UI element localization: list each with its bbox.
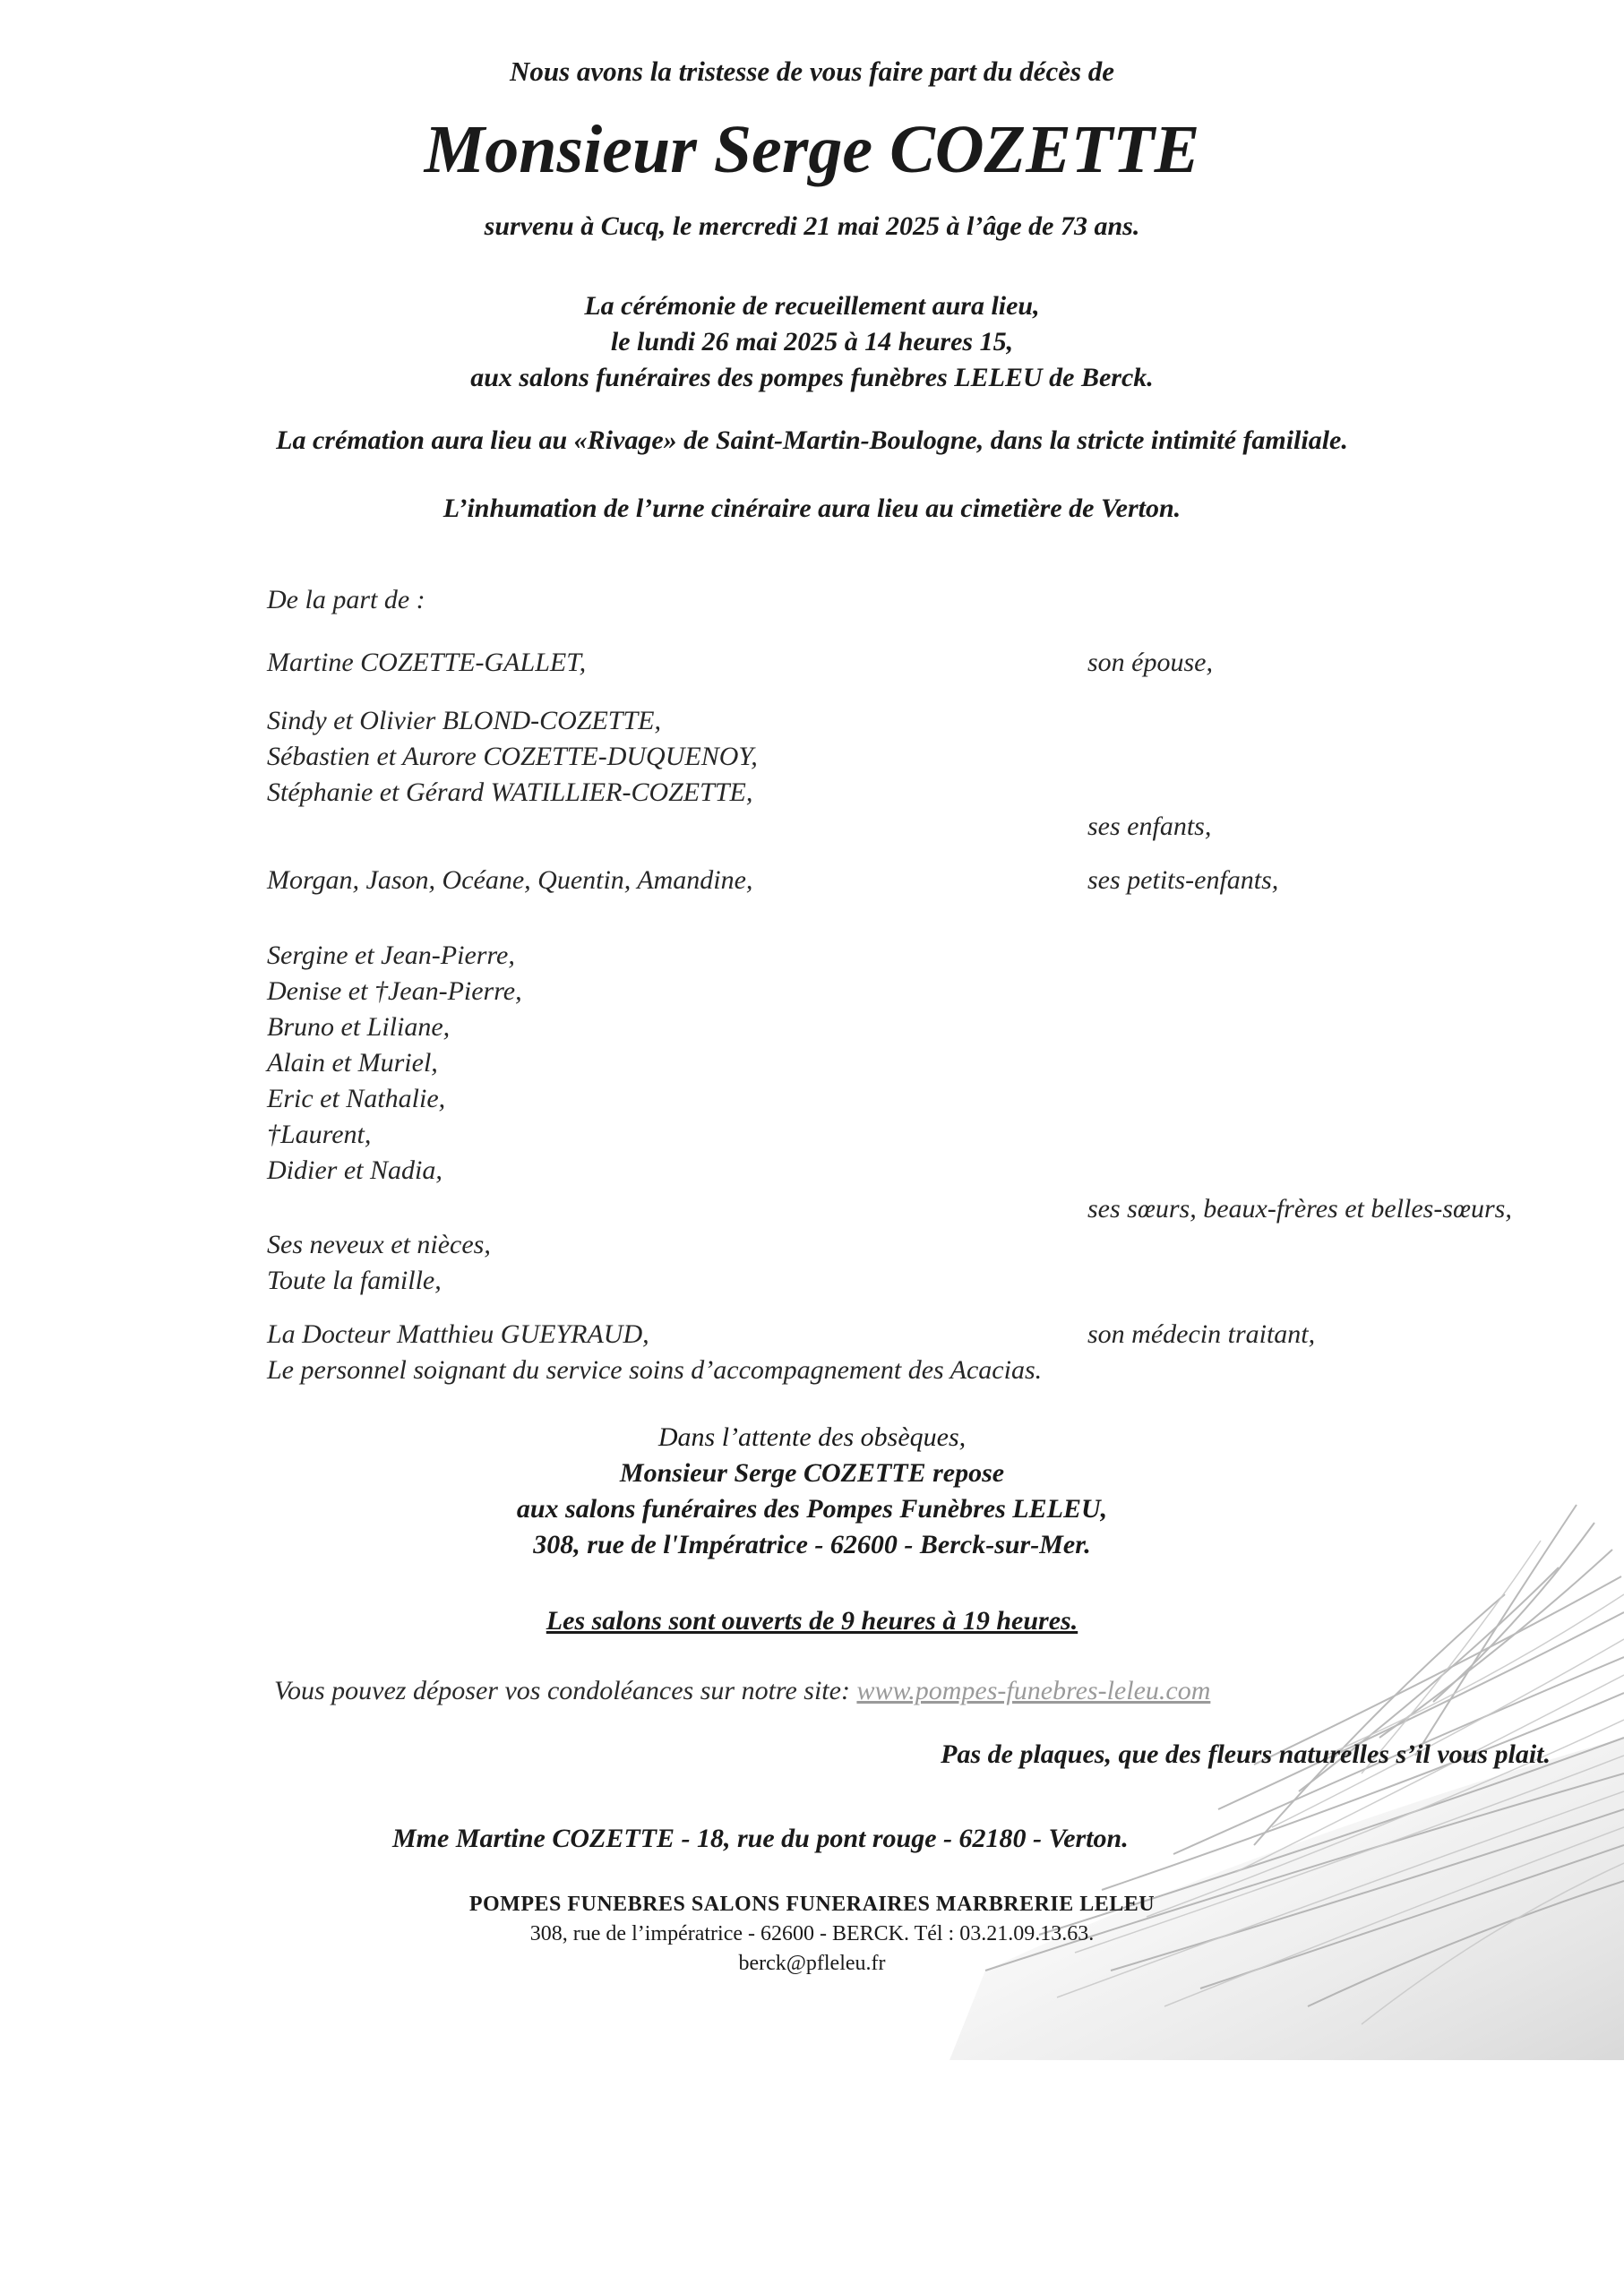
sibling-entry: Bruno et Liliane, (267, 1012, 451, 1042)
spouse-relation: son épouse, (1087, 648, 1213, 677)
footer-address: 308, rue de l’impératrice - 62600 - BERCK. Tél : 03.21.09.13.63. (529, 1922, 1095, 1945)
other-family-entry: Ses neveux et nièces, (267, 1230, 491, 1259)
opening-hours: Les salons sont ouverts de 9 heures à 19 heures. (546, 1606, 1078, 1636)
waiting-block (0, 1420, 1624, 1563)
sibling-entry: Eric et Nathalie, (267, 1084, 446, 1113)
footer-email[interactable]: berck@pfleleu.fr (738, 1952, 886, 1975)
ceremony-line-3: aux salons funéraires des pompes funèbres LELEU de Berck. (470, 363, 1154, 392)
siblings-list (267, 938, 522, 1189)
cremation-line: La crémation aura lieu au «Rivage» de Saint-Martin-Boulogne, dans la stricte intimité familiale. (276, 425, 1348, 455)
sibling-entry: Alain et Muriel, (267, 1048, 438, 1078)
intro-line: Nous avons la tristesse de vous faire part du décès de (509, 56, 1115, 87)
family-address: Mme Martine COZETTE - 18, rue du pont rouge - 62180 - Verton. (392, 1824, 1129, 1853)
children-list (267, 703, 758, 811)
sibling-entry: Sergine et Jean-Pierre, (267, 940, 515, 970)
grandchildren-relation: ses petits-enfants, (1087, 865, 1279, 895)
other-family-list (267, 1227, 491, 1299)
deceased-name: Monsieur Serge COZETTE (424, 112, 1200, 187)
children-relation: ses enfants, (1087, 812, 1212, 841)
waiting-line-2: Monsieur Serge COZETTE repose (619, 1458, 1005, 1488)
waiting-line-1: Dans l’attente des obsèques, (657, 1422, 967, 1452)
doctor-relation: son médecin traitant, (1087, 1319, 1316, 1349)
spouse-name: Martine COZETTE-GALLET, (267, 648, 587, 677)
footer-company: POMPES FUNEBRES SALONS FUNERAIRES MARBRERIE LELEU (468, 1893, 1156, 1916)
waiting-line-3: aux salons funéraires des Pompes Funèbres LELEU, (516, 1494, 1108, 1524)
from-label: De la part de : (267, 585, 425, 614)
grandchildren-names: Morgan, Jason, Océane, Quentin, Amandine, (267, 865, 753, 895)
child-entry: Sébastien et Aurore COZETTE-DUQUENOY, (267, 742, 758, 771)
siblings-relation: ses sœurs, beaux-frères et belles-sœurs, (1087, 1194, 1512, 1224)
child-entry: Sindy et Olivier BLOND-COZETTE, (267, 706, 661, 735)
no-plaques-note: Pas de plaques, que des fleurs naturelles s’il vous plait. (941, 1739, 1551, 1769)
waiting-line-4: 308, rue de l'Impératrice - 62600 - Berck-sur-Mer. (533, 1530, 1091, 1559)
condolences-text: Vous pouvez déposer vos condoléances sur notre site: (274, 1676, 850, 1705)
child-entry: Stéphanie et Gérard WATILLIER-COZETTE, (267, 777, 753, 807)
ceremony-block (0, 288, 1624, 396)
death-details: survenu à Cucq, le mercredi 21 mai 2025 à l’âge de 73 ans. (484, 211, 1140, 241)
condolences-line (274, 1676, 1210, 1706)
inhumation-line: L’inhumation de l’urne cinéraire aura lieu au cimetière de Verton. (443, 494, 1181, 523)
condolences-link[interactable]: www.pompes-funebres-leleu.com (856, 1676, 1211, 1705)
care-staff: Le personnel soignant du service soins d’accompagnement des Acacias. (267, 1355, 1043, 1385)
doctor-name: La Docteur Matthieu GUEYRAUD, (267, 1319, 649, 1349)
other-family-entry: Toute la famille, (267, 1266, 442, 1295)
funeral-home-footer (0, 1890, 1624, 1979)
ceremony-line-1: La cérémonie de recueillement aura lieu, (584, 291, 1040, 321)
ceremony-line-2: le lundi 26 mai 2025 à 14 heures 15, (610, 327, 1014, 356)
sibling-entry: Denise et †Jean-Pierre, (267, 976, 522, 1006)
sibling-entry: †Laurent, (267, 1120, 372, 1149)
sibling-entry: Didier et Nadia, (267, 1155, 443, 1185)
